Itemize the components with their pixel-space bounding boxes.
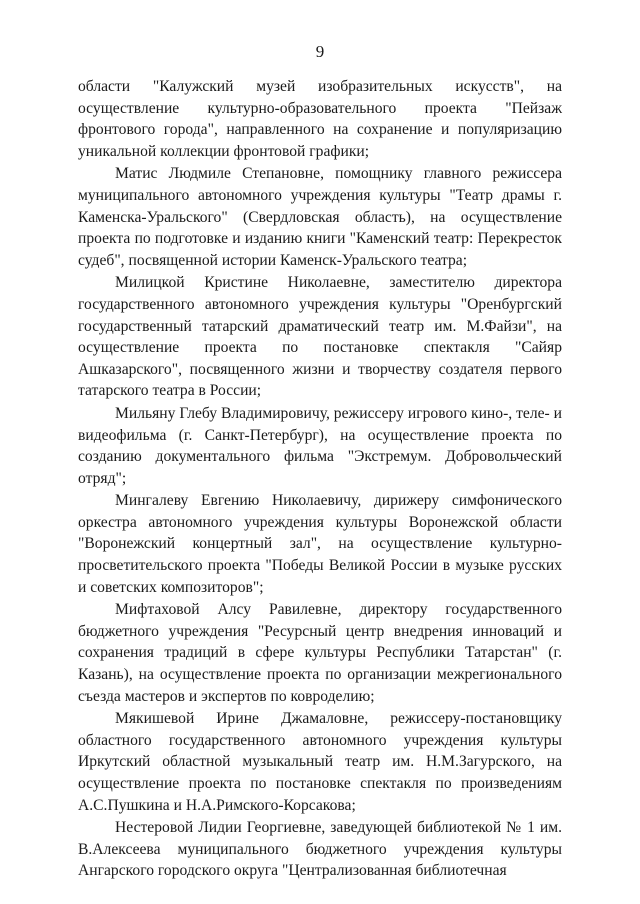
paragraph-kaluga-museum: области "Калужский музей изобразительных искусств", на осуществление культурно-образовательного проекта "Пейзаж фронтового города", направленного на сохранение и популяризацию уникальной коллекции фронтовой графики;: [78, 78, 562, 160]
paragraph-nesterova: Нестеровой Лидии Георгиевне, заведующей библиотекой № 1 им. В.Алексеева муниципального бюджетного учреждения культуры Ангарского городского округа "Централизованная библиотечная: [78, 819, 562, 880]
paragraph-matis: Матис Людмиле Степановне, помощнику главного режиссера муниципального автономного учреждения культуры "Театр драмы г. Каменска-Уральского" (Свердловская область), на осуществление проекта по подготовке и изданию книги "Каменский театр: Перекресток судеб", посвященной истории Каменск-Уральского театра;: [78, 165, 562, 269]
paragraph-milyan: Мильяну Глебу Владимировичу, режиссеру игрового кино-, теле- и видеофильма (г. Санкт-Петербург), на осуществление проекта по созданию документального фильма "Экстремум. Добровольческий отряд";: [78, 404, 562, 487]
paragraph-myakisheva: Мякишевой Ирине Джамаловне, режиссеру-постановщику областного государственного автономного учреждения культуры Иркутский областной музыкальный театр им. Н.М.Загурского, на осуществление проекта по постановке спектакля по произведениям А.С.Пушкина и Н.А.Римского-Корсакова;: [78, 710, 562, 814]
paragraph-militskaya: Милицкой Кристине Николаевне, заместителю директора государственного автономного учреждения культуры "Оренбургский государственный татарский драматический театр им. М.Файзи", на осуществление проекта по постановке спектакля "Сайяр Ашказарского", посвященного жизни и творчеству создателя первого татарского театра в России;: [78, 274, 562, 400]
document-body: [78, 76, 562, 883]
page-number: 9: [315, 42, 325, 61]
paragraph-miftakhova: Мифтаховой Алсу Равилевне, директору государственного бюджетного учреждения "Ресурсный центр внедрения инноваций и сохранения традиций в сфере культуры Республики Татарстан" (г. Казань), на осуществление проекта по организации межрегионального съезда мастеров и экспертов по ковроделию;: [78, 601, 562, 705]
paragraph-mingalev: Мингалеву Евгению Николаевичу, дирижеру симфонического оркестра автономного учреждения культуры Воронежской области "Воронежский концертный зал", на осуществление культурно-просветительского проекта "Победы Великой России в музыке русских и советских композиторов";: [78, 492, 562, 596]
